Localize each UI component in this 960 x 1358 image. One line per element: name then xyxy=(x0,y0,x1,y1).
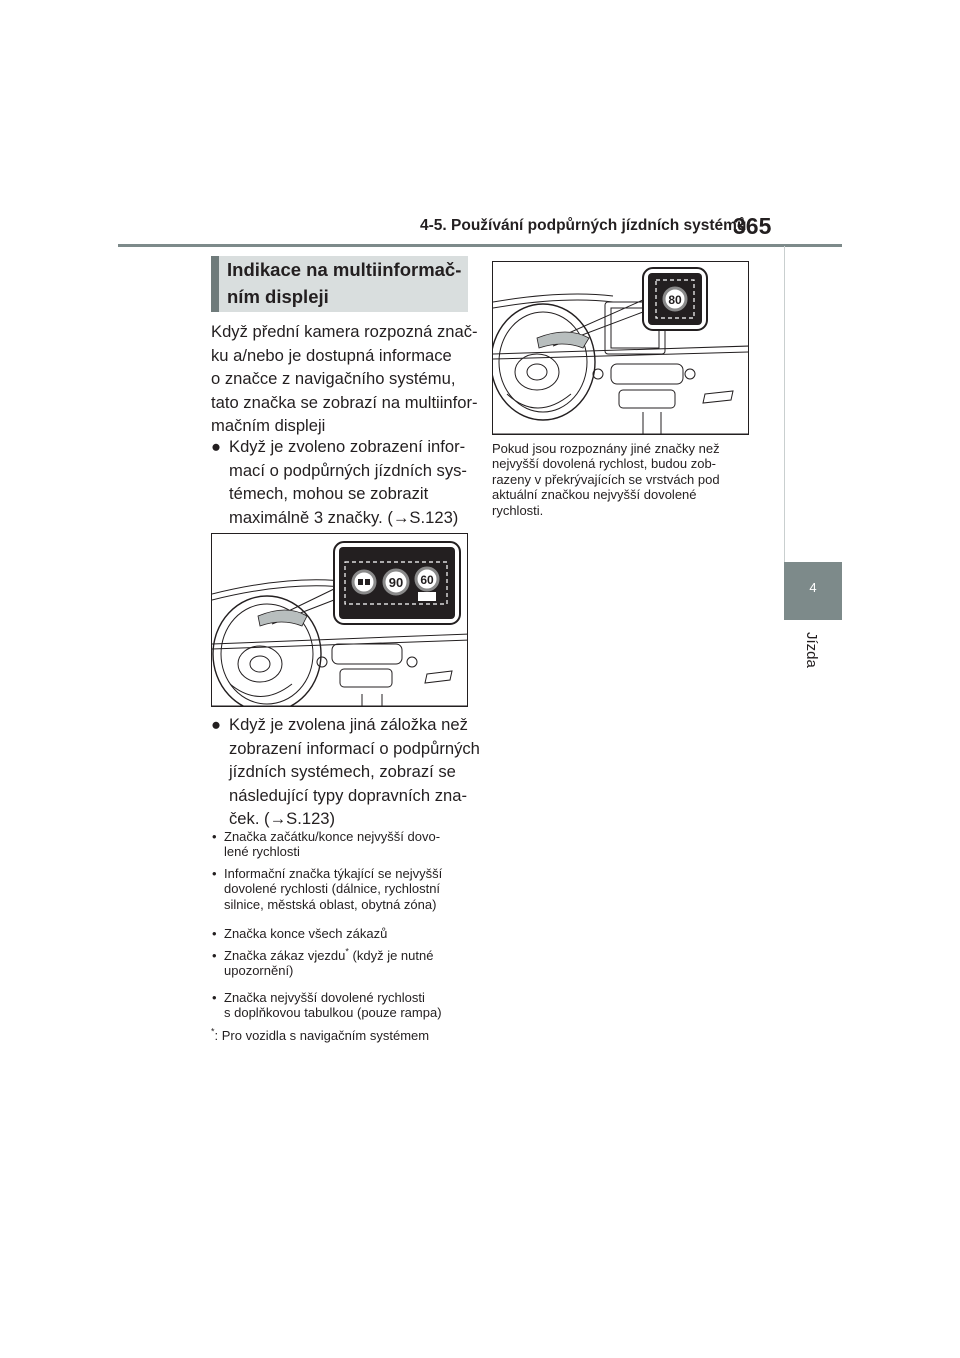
footnote-text: : Pro vozidla s navigačním systémem xyxy=(214,1028,430,1043)
text-line: jízdních systémech, zobrazí se xyxy=(229,762,456,782)
text-line: upozornění) xyxy=(224,963,294,979)
page-number: 365 xyxy=(733,213,772,239)
dashboard-illustration-overlapping-signs xyxy=(492,261,749,435)
sub-item xyxy=(224,926,387,941)
bullet-icon: ● xyxy=(211,715,222,734)
heading-line: Indikace na multiinformač- xyxy=(227,259,462,280)
sub-bullet: • xyxy=(212,926,217,941)
speed-sign-90: 90 xyxy=(388,575,404,590)
bullet-1 xyxy=(229,435,467,529)
text-line: tato značka se zobrazí na multiinfor- xyxy=(211,392,478,412)
footnote-mark: * xyxy=(211,1026,215,1037)
header-rule xyxy=(118,244,842,247)
text-line: Informační značka týkající se nejvyšší xyxy=(224,866,443,881)
text-line: Značka nejvyšší dovolené rychlosti xyxy=(224,990,425,1005)
speed-sign-80: 80 xyxy=(668,293,682,307)
chapter-number: 4 xyxy=(809,580,817,595)
sub-bullet: • xyxy=(212,829,217,844)
heading-line: ním displeji xyxy=(227,285,329,307)
intro-paragraph xyxy=(211,320,478,438)
text-line: mací o podpůrných jízdních sys- xyxy=(229,460,467,480)
text-line: Když je zvolena jiná záložka než xyxy=(229,715,468,734)
text-line: lené rychlosti xyxy=(224,844,300,860)
text-line: Když přední kamera rozpozná znač- xyxy=(211,322,478,341)
text-line xyxy=(224,948,433,963)
text-line: následující typy dopravních zna- xyxy=(229,785,467,805)
side-tab-line xyxy=(784,246,842,562)
sub-bullet: • xyxy=(212,866,217,881)
text-span: Značka zákaz vjezdu xyxy=(224,948,346,963)
footnote xyxy=(211,1028,429,1043)
text-line: dovolené rychlosti (dálnice, rychlostní xyxy=(224,881,441,897)
text-line: maximálně 3 značky. (→S.123) xyxy=(229,507,459,527)
text-line: Značka konce všech zákazů xyxy=(224,926,388,941)
sub-item xyxy=(224,948,433,979)
text-line: zobrazení informací o podpůrných xyxy=(229,738,480,758)
text-line: mačním displeji xyxy=(211,416,326,436)
text-line: o značce z navigačního systému, xyxy=(211,369,456,389)
text-line: nejvyšší dovolená rychlost, budou zob- xyxy=(492,456,717,472)
text-line: Když je zvoleno zobrazení infor- xyxy=(229,437,466,456)
text-line: Pokud jsou rozpoznány jiné značky než xyxy=(492,441,720,456)
text-line: Značka začátku/konce nejvyšší dovo- xyxy=(224,829,441,844)
footnote-mark: * xyxy=(345,946,349,957)
text-line: razeny v překrývajících se vrstvách pod xyxy=(492,471,720,487)
dashboard-drawing xyxy=(212,534,468,707)
bullet-2 xyxy=(229,713,480,831)
sub-item xyxy=(224,866,442,912)
dashboard-illustration-three-signs xyxy=(211,533,468,707)
sub-bullet: • xyxy=(212,948,217,963)
sub-bullet: • xyxy=(212,990,217,1005)
text-line: témech, mohou se zobrazit xyxy=(229,484,429,504)
text-line: silnice, městská oblast, obytná zóna) xyxy=(224,896,437,912)
text-line: aktuální značkou nejvyšší dovolené xyxy=(492,487,697,503)
text-span: (když je nutné xyxy=(348,948,434,963)
sub-item xyxy=(224,829,440,860)
text-line: ku a/nebo je dostupná informace xyxy=(211,345,452,365)
bullet-icon: ● xyxy=(211,437,222,456)
dashboard-drawing xyxy=(493,262,749,435)
chapter-label: Jízda xyxy=(803,632,820,668)
text-line: ček. (→S.123) xyxy=(229,809,336,829)
figure-caption xyxy=(492,441,720,518)
text-line: s doplňkovou tabulkou (pouze rampa) xyxy=(224,1005,442,1021)
text-line: rychlosti. xyxy=(492,502,544,518)
section-title: 4-5. Používání podpůrných jízdních systémů xyxy=(420,217,747,234)
sub-item xyxy=(224,990,442,1021)
section-heading xyxy=(211,256,468,312)
speed-sign-60: 60 xyxy=(420,573,434,587)
